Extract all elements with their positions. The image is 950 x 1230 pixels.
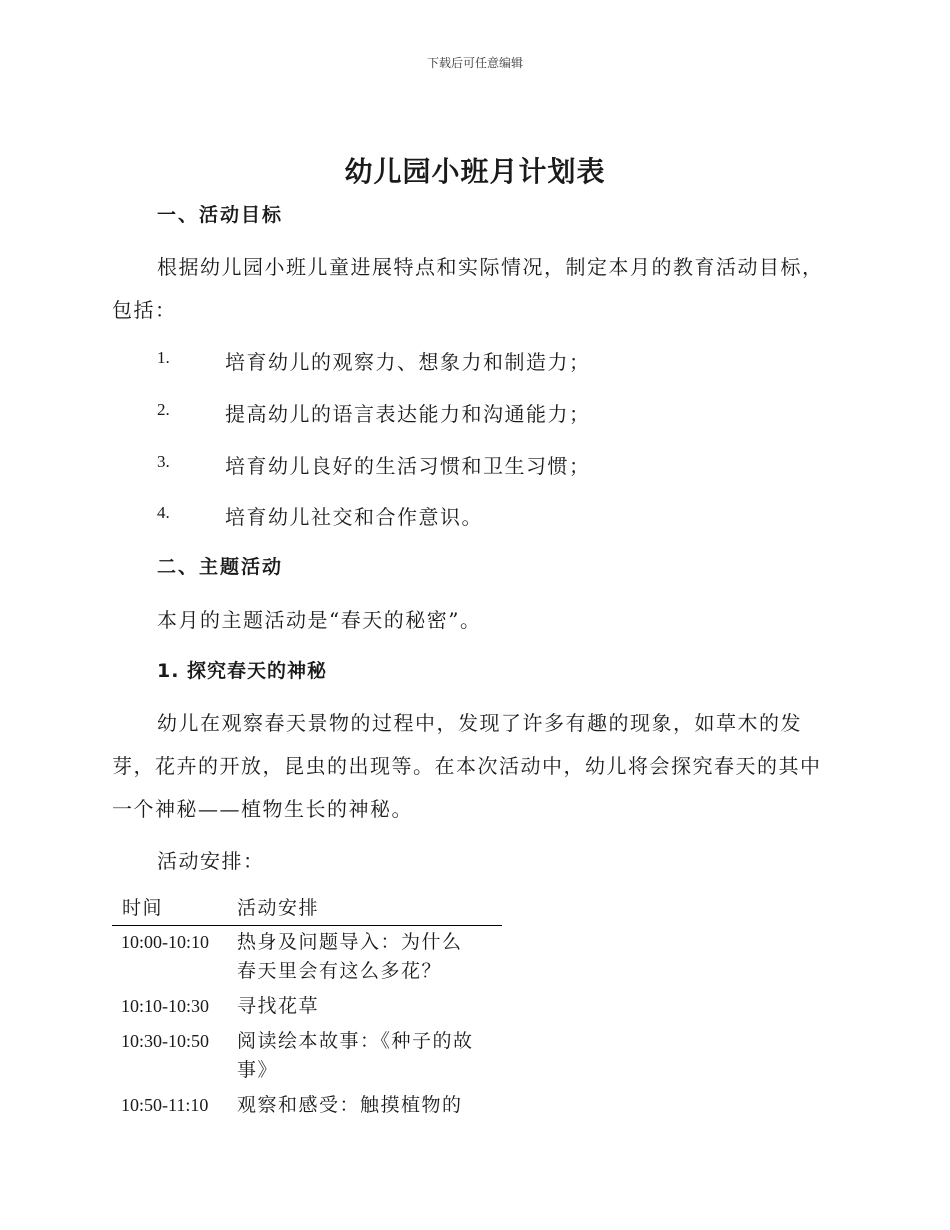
body-line-2: 芽，花卉的开放，昆虫的出现等。在本次活动中，幼儿将会探究春天的其中 [112,754,822,778]
activity-cell: 热身及问题导入：为什么春天里会有这么多花？ [237,931,463,982]
section-heading-theme: 二、主题活动 [157,556,284,578]
table-row [112,990,502,1025]
activity-cell: 寻找花草 [237,995,320,1017]
goals-intro-line-2: 包括： [112,298,177,322]
activity-cell: 观察和感受：触摸植物的 [237,1094,463,1116]
time-cell: 10:00-10:10 [121,932,209,952]
page-title: 幼儿园小班月计划表 [344,155,606,188]
list-item-number: 1. [157,348,170,367]
table-header-row [112,893,502,926]
schedule-table [112,893,502,1124]
table-row [112,1025,502,1089]
table-row [112,1089,502,1124]
header-note: 下载后可任意编辑 [426,56,523,70]
column-header-time: 时间 [112,893,237,926]
column-header-activity: 活动安排 [237,893,502,926]
theme-line: 本月的主题活动是“春天的秘密”。 [157,608,482,632]
list-item-text: 培育幼儿良好的生活习惯和卫生习惯； [225,454,591,478]
list-item-text: 提高幼儿的语言表达能力和沟通能力； [225,402,591,426]
body-line-3: 一个神秘——植物生长的神秘。 [112,797,413,821]
body-line-1: 幼儿在观察春天景物的过程中，发现了许多有趣的现象，如草木的发 [157,711,802,735]
schedule-label: 活动安排： [157,849,265,873]
time-cell: 10:10-10:30 [121,996,209,1016]
sub-heading: 1. 探究春天的神秘 [157,660,328,682]
list-item-number: 2. [157,400,170,419]
table-row [112,926,502,991]
time-cell: 10:50-11:10 [121,1095,209,1115]
list-item-number: 3. [157,452,170,471]
list-item-text: 培育幼儿的观察力、想象力和制造力； [225,350,591,374]
section-heading-goals: 一、活动目标 [157,204,284,226]
goals-intro-line-1: 根据幼儿园小班儿童进展特点和实际情况，制定本月的教育活动目标， [157,255,824,279]
time-cell: 10:30-10:50 [121,1031,209,1051]
list-item-text: 培育幼儿社交和合作意识。 [225,505,483,529]
list-item-number: 4. [157,503,170,522]
activity-cell: 阅读绘本故事：《种子的故事》 [237,1030,474,1081]
